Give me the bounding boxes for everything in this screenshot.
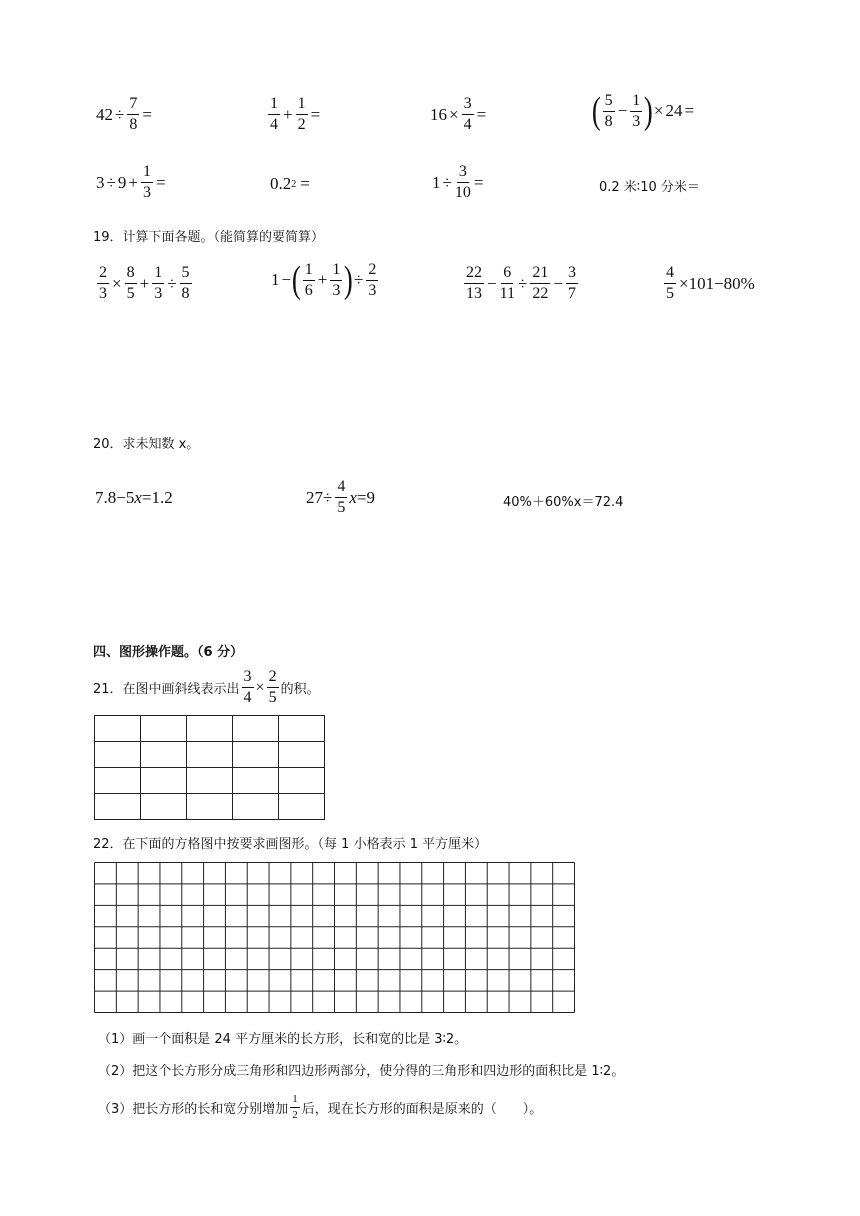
fraction: $\frac{4}{5}$ [666, 264, 674, 302]
calc-quarter-plus-half: $\frac{1}{4}$ + $\frac{1}{2}$ = [270, 95, 321, 133]
q19-expr-3: $\frac{22}{13}$ − $\frac{6}{11}$ ÷ $\frac{21}{22}$ − $\frac{3}{7}$ [466, 264, 576, 302]
q22-title: 22．在下面的方格图中按要求画图形。（每 1 小格表示 1 平方厘米） [93, 837, 488, 852]
calc-paren-times-24: ( $\frac{5}{8}$ − $\frac{1}{3}$ ) × 24 = [591, 90, 695, 132]
q20-equation-1: 7.8−5 x =1.2 [95, 488, 173, 507]
fraction: $\frac{21}{22}$ [532, 264, 549, 302]
calc-ratio-meters: 0.2 米∶10 分米＝ [599, 180, 700, 195]
q22-step-3: （3）把长方形的长和宽分别增加 $\frac{1}{2}$ 后，现在长方形的面积是原来的（ ）。 [98, 1093, 543, 1121]
fraction: $\frac{4}{5}$ [337, 478, 346, 516]
fraction: $\frac{22}{13}$ [466, 264, 482, 302]
fraction: $\frac{1}{3}$ [632, 91, 641, 130]
fraction: $\frac{2}{5}$ [268, 668, 277, 706]
fraction: $\frac{5}{8}$ [181, 264, 190, 302]
q20-title: 20．求未知数 x。 [93, 437, 200, 452]
fraction: $\frac{7}{8}$ [129, 95, 138, 133]
q21-title: 21．在图中画斜线表示出 $\frac{3}{4}$ × $\frac{2}{5}$ 的积。 [93, 668, 320, 706]
calc-0-2-squared: 0.2 2 = [270, 174, 310, 193]
q19-expr-4: $\frac{4}{5}$ ×101−80% [666, 264, 755, 302]
q22-step-1: （1）画一个面积是 24 平方厘米的长方形，长和宽的比是 3∶2。 [98, 1032, 468, 1047]
q22-step-2: （2）把这个长方形分成三角形和四边形两部分，使分得的三角形和四边形的面积比是 1∶2。 [98, 1064, 625, 1079]
fraction: $\frac{3}{7}$ [567, 264, 576, 302]
q19-title: 19．计算下面各题。（能简算的要简算） [93, 230, 325, 245]
fraction: $\frac{1}{3}$ [154, 264, 163, 302]
calc-3-div-9-plus-third: 3 ÷ 9 + $\frac{1}{3}$ = [96, 163, 166, 201]
calc-42-div-7-8: 42 ÷ $\frac{7}{8}$ = [96, 95, 152, 133]
fraction: $\frac{5}{8}$ [604, 91, 613, 130]
q21-grid[interactable] [94, 715, 325, 820]
q19-expr-2: 1 − ( $\frac{1}{6}$ + $\frac{1}{3}$ ) ÷ $\frac{2}{3}$ [271, 259, 377, 301]
fraction: $\frac{8}{5}$ [126, 264, 135, 302]
fraction: $\frac{2}{3}$ [99, 264, 107, 302]
fraction: $\frac{3}{4}$ [243, 668, 252, 706]
fraction: $\frac{1}{2}$ [292, 1093, 298, 1121]
q22-square-grid[interactable] [94, 862, 575, 1013]
calc-1-div-3-10: 1 ÷ $\frac{3}{10}$ = [432, 163, 484, 201]
section-4-title: 四、图形操作题。（6 分） [93, 645, 244, 660]
fraction: $\frac{1}{2}$ [297, 95, 306, 133]
fraction: $\frac{2}{3}$ [368, 260, 377, 299]
q20-equation-2: 27÷ $\frac{4}{5}$ x =9 [306, 478, 375, 516]
calc-16-times-3-4: 16 × $\frac{3}{4}$ = [430, 95, 487, 133]
fraction: $\frac{1}{3}$ [142, 163, 151, 201]
fraction: $\frac{1}{4}$ [270, 95, 278, 133]
fraction: $\frac{1}{6}$ [304, 260, 313, 299]
q19-expr-1: $\frac{2}{3}$ × $\frac{8}{5}$ + $\frac{1}{3}$ ÷ $\frac{5}{8}$ [99, 264, 190, 302]
fraction: $\frac{3}{10}$ [454, 163, 471, 201]
fraction: $\frac{1}{3}$ [332, 260, 341, 299]
fraction: $\frac{3}{4}$ [463, 95, 472, 133]
fraction: $\frac{6}{11}$ [499, 264, 515, 302]
q20-equation-3: 40%＋60%x＝72.4 [503, 495, 624, 510]
